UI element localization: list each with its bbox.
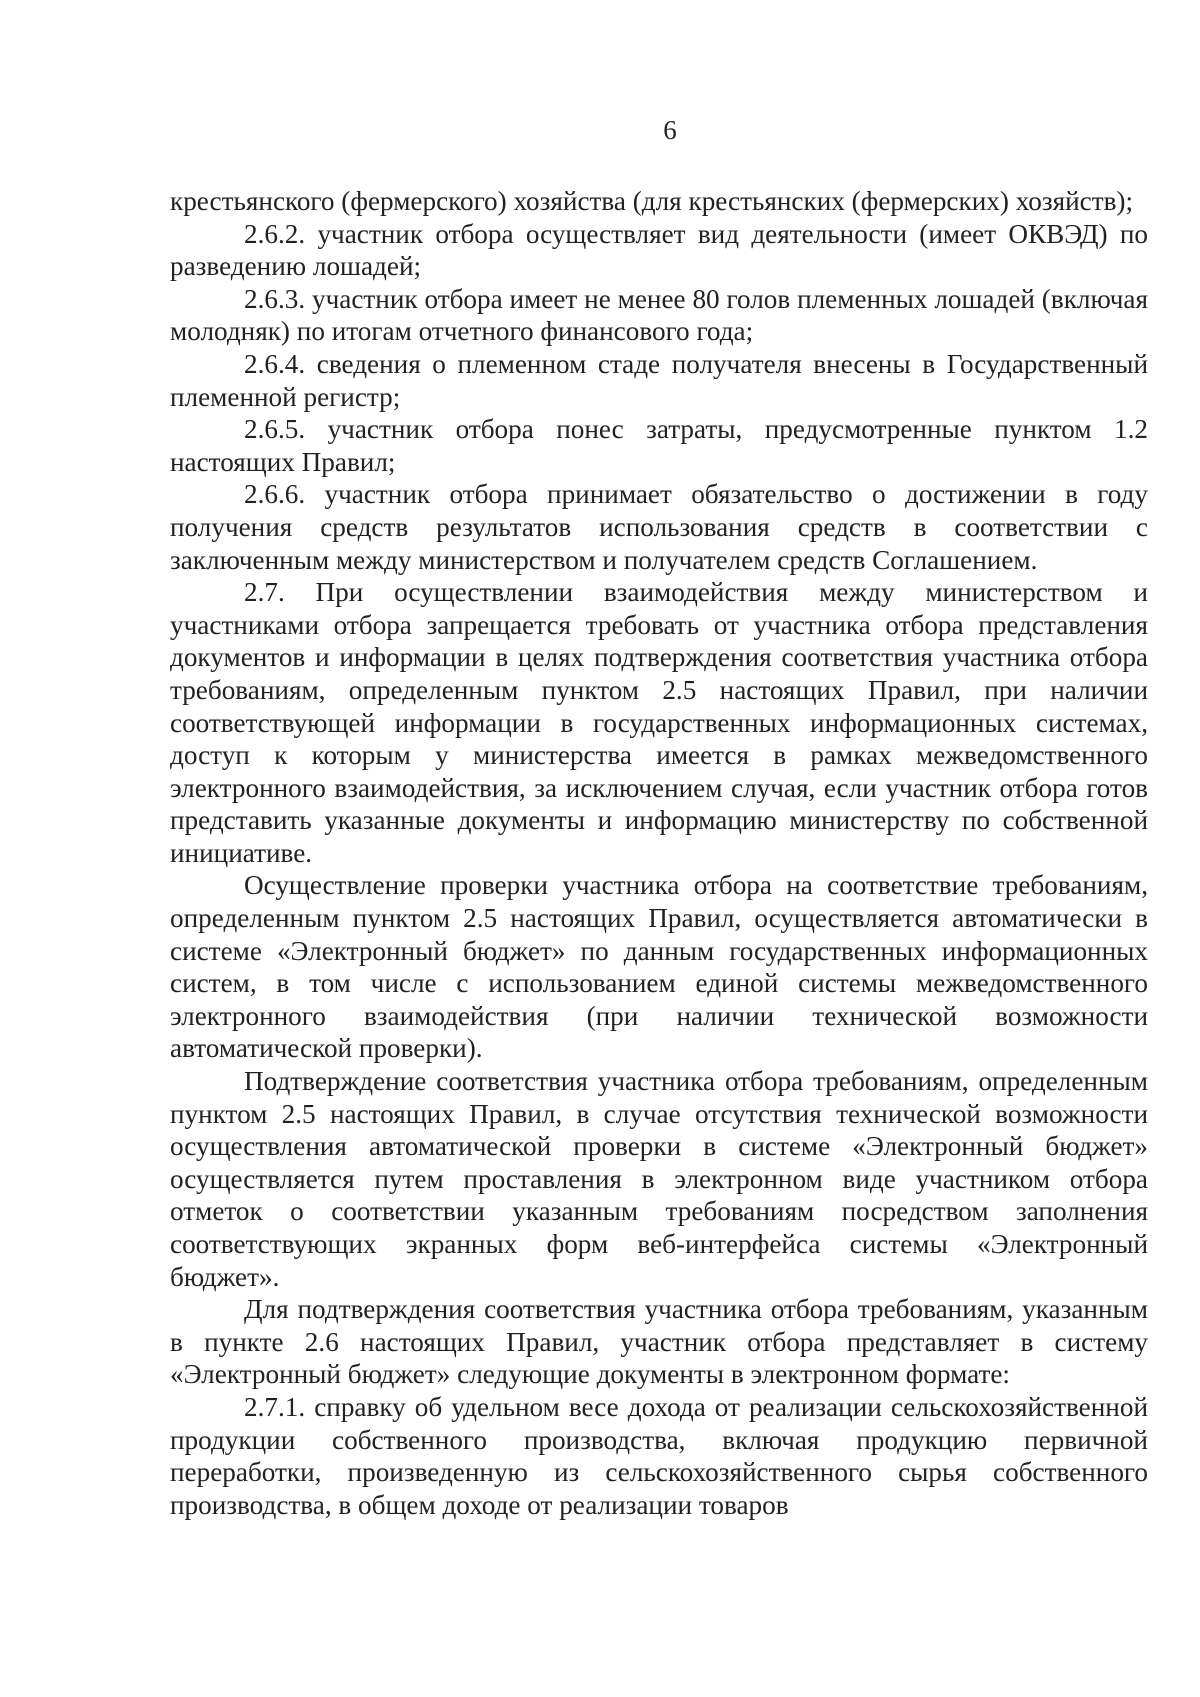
paragraph-2-6-2: 2.6.2. участник отбора осуществляет вид деятельности (имеет ОКВЭД) по разведению лошадей; [170, 218, 1148, 282]
paragraph-automatic-check: Осуществление проверки участника отбора на соответствие требованиям, определенным пунктом 2.5 настоящих Правил, осуществляется автоматически в системе «Электронный бюджет» по данным государственных информационных систем, в том числе с использованием единой системы межведомственного электронного взаимодействия (при наличии технической возможности автоматической проверки). [170, 870, 1148, 1064]
paragraph-2-6-6: 2.6.6. участник отбора принимает обязательство о достижении в году получения средств результатов использования средств в соответствии с заключенным между министерством и получателем средств Соглашением. [170, 479, 1148, 575]
document-body [170, 185, 1148, 1521]
paragraph-confirmation: Подтверждение соответствия участника отбора требованиям, определенным пунктом 2.5 настоящих Правил, в случае отсутствия технической возможности осуществления автоматической проверки в системе «Электронный бюджет» осуществляется путем проставления в электронном виде участником отбора отметок о соответствии указанным требованиям посредством заполнения соответствующих экранных форм веб-интерфейса системы «Электронный бюджет». [170, 1066, 1148, 1292]
paragraph-continuation: крестьянского (фермерского) хозяйства (для крестьянских (фермерских) хозяйств); [170, 186, 1134, 216]
paragraph-2-7-1: 2.7.1. справку об удельном весе дохода от реализации сельскохозяйственной продукции собственного производства, включая продукцию первичной переработки, произведенную из сельскохозяйственного сырья собственного производства, в общем доходе от реализации товаров [170, 1391, 1148, 1520]
paragraph-2-6-3: 2.6.3. участник отбора имеет не менее 80 голов племенных лошадей (включая молодняк) по итогам отчетного финансового года; [170, 283, 1148, 347]
page-number: 6 [663, 115, 677, 145]
paragraph-documents-list: Для подтверждения соответствия участника отбора требованиям, указанным в пункте 2.6 настоящих Правил, участник отбора представляет в систему «Электронный бюджет» следующие документы в электронном формате: [170, 1294, 1148, 1390]
paragraph-2-6-5: 2.6.5. участник отбора понес затраты, предусмотренные пунктом 1.2 настоящих Правил; [170, 414, 1148, 477]
paragraph-2-7: 2.7. При осуществлении взаимодействия между министерством и участниками отбора запрещается требовать от участника отбора представления документов и информации в целях подтверждения соответствия участника отбора требованиям, определенным пунктом 2.5 настоящих Правил, при наличии соответствующей информации в государственных информационных системах, доступ к которым у министерства имеется в рамках межведомственного электронного взаимодействия, за исключением случая, если участник отбора готов представить указанные документы и информацию министерству по собственной инициативе. [170, 577, 1148, 868]
paragraph-2-6-4: 2.6.4. сведения о племенном стаде получателя внесены в Государственный племенной регистр; [170, 348, 1148, 412]
